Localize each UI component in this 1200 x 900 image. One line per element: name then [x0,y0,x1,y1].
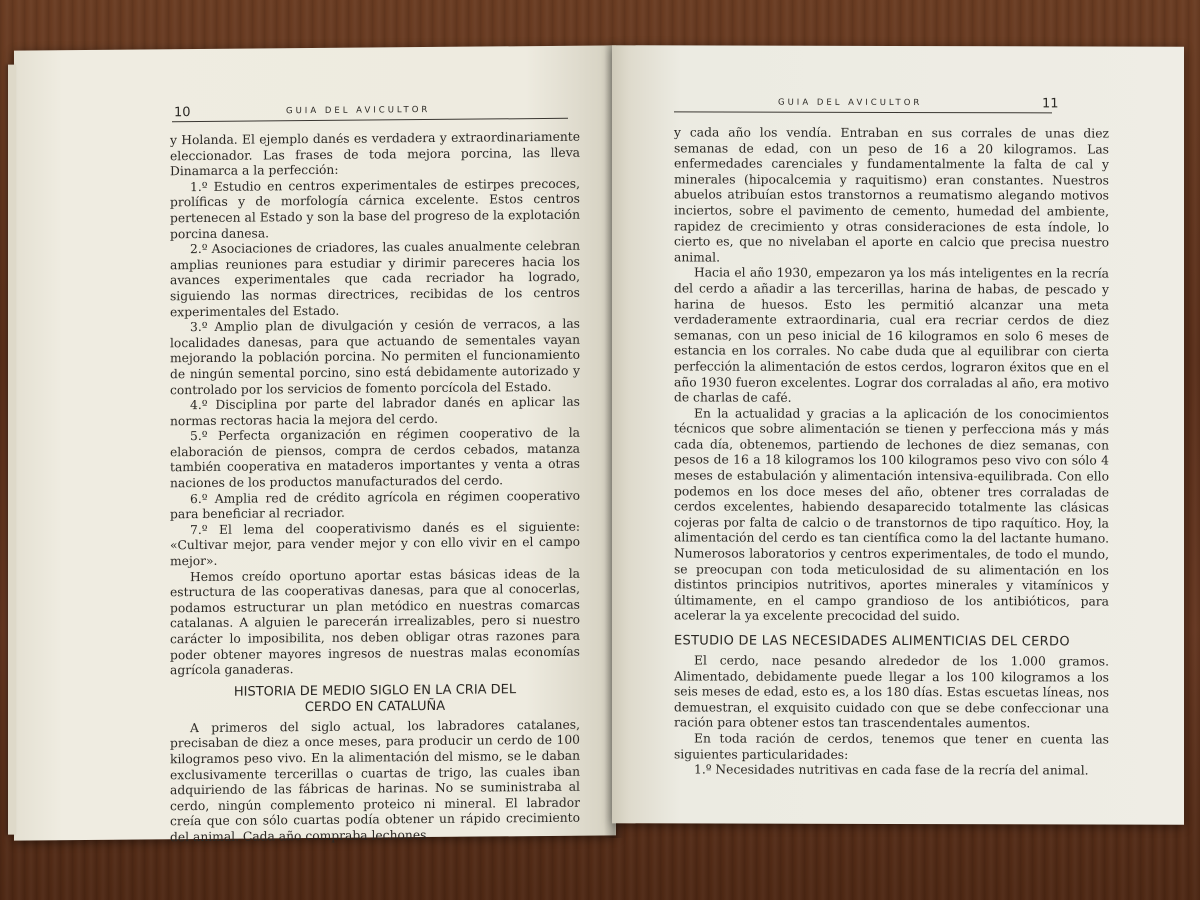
section-heading: HISTORIA DE MEDIO SIGLO EN LA CRIA DEL CERDO EN CATALUÑA [233,682,517,715]
page-stack-edge [8,65,16,835]
right-page [612,45,1184,824]
paragraph: El cerdo, nace pesando alrededor de los 1.000 gramos. Alimentado, debidamente puede llegar a los 100 kilogramos a los seis meses de edad, esto es, a los 180 días. Estas escuetas líneas, nos demuestran, el exquisito cuidado con que se debe confeccionar una ración para obtener estos tan trascendentales aumentos. [674,653,1109,731]
left-page-body [170,130,580,846]
paragraph: 6.º Amplia red de crédito agrícola en régimen cooperativo para beneficiar al recriador. [170,488,580,522]
paragraph: 4.º Disciplina por parte del labrador danés en aplicar las normas rectoras hacia la mejora del cerdo. [170,394,580,428]
paragraph: En la actualidad y gracias a la aplicación de los conocimientos técnicos que sobre alimentación se tienen y perfecciona más y más cada día, obtenemos, partiendo de lechones de diez semanas, con pesos de 16 a 18 kilogramos los 100 kilogramos peso vivo con sólo 4 meses de estabulación y alimentación intensiva-equilibrada. Con ello podemos en los doce meses del año, obtener tres corraladas de cerdos excelentes, habiendo desaparecido totalmente las clásicas cojeras por falta de calcio o de transtornos de tipo raquítico. Hoy, la alimentación del cerdo es tan científica como la del lactante humano. Numerosos laboratorios y centros experimentales, de todo el mundo, se preocupan con toda meticulosidad de su alimentación en los distintos principios nutritivos, aportes minerales y vitamínicos y últimamente, en el campo grandioso de los antibióticos, para acelerar la ya excelente precocidad del suido. [674,406,1109,624]
left-page-header [14,101,616,121]
paragraph: 3.º Amplio plan de divulgación y cesión de verracos, a las localidades danesas, para que actuando de sementales vayan mejorando la población porcina. No permiten el funcionamiento de ningún semental porcino, sino está debidamente autorizado y controlado por los servicios de fomento porcícola del Estado. [170,316,580,397]
paragraph: 2.º Asociaciones de criadores, las cuales anualmente celebran amplias reuniones para estudiar y dirimir pareceres hacia los avances experimentales que cada recriador ha logrado, siguiendo las normas directrices, recibidas de los centros experimentales del Estado. [170,238,580,319]
paragraph: Hacia el año 1930, empezaron ya los más inteligentes en la recría del cerdo a añadir a las tercerillas, harina de habas, de pescado y harina de huesos. Esto les permitió alcanzar una meta verdaderamente extraordinaria, cual era recriar cerdos de diez semanas, con un peso inicial de 16 kilogramos en solo 6 meses de estancia en los corrales. No cabe duda que al equilibrar con cierta perfección la alimentación de estos cerdos, lograron éxitos que en el año 1930 fueron excelentes. Lograr dos corraladas al año, era motivo de charlas de café. [674,265,1109,405]
paragraph: y cada año los vendía. Entraban en sus corrales de unas diez semanas de edad, con un peso de 16 a 20 kilogramos. Las enfermedades carenciales y fundamentalmente la falta de cal y minerales (hipocalcemia y raquitismo) eran constantes. Nuestros abuelos atribuían estos transtornos a reumatismo alegando motivos inciertos, sobre el pavimento de cemento, humedad del ambiente, rapidez de crecimiento y otras consideraciones de esta índole, lo cierto es, que no nivelaban el aporte en calcio que precisa nuestro animal. [674,125,1109,265]
paragraph: 1.º Necesidades nutritivas en cada fase de la recría del animal. [694,762,1089,778]
paragraph: 1.º Estudio en centros experimentales de estirpes precoces, prolíficas y de morfología cárnica excelente. Estos centros pertenecen al Estado y son la base del progreso de la explotación porcina danesa. [170,176,580,241]
paragraph: A primeros del siglo actual, los labradores catalanes, precisaban de diez a once meses, para producir un cerdo de 100 kilogramos peso vivo. En la alimentación del mismo, se le daban exclusivamente tercerillas o cuartas de trigo, las cuales iban adquiriendo de las fábricas de harinas. No se suministraba al cerdo, ningún complemento proteico ni mineral. El labrador creía que con sólo cuartas podía obtener un rápido crecimiento del animal. Cada año compraba lechones [170,717,580,845]
left-page [14,45,616,845]
header-rule [172,118,568,122]
page-number: 11 [1042,96,1059,112]
running-title: GUIA DEL AVICULTOR [778,97,923,109]
paragraph: 5.º Perfecta organización en régimen cooperativo de la elaboración de piensos, compra de cerdos cebados, matanza también cooperativa en mataderos importantes y venta a otras naciones de los productos manufacturados del cerdo. [170,425,580,491]
running-title: GUIA DEL AVICULTOR [286,104,431,117]
paragraph: Hemos creído oportuno aportar estas básicas ideas de la estructura de las cooperativas danesas, para que al conocerlas, podamos estructurar un plan metódico en nuestras comarcas catalanas. A alguien le parecerán irrealizables, pero si nuestro carácter lo imposibilita, nos deben obligar otras razones para poder obtener mayores ingresos de nuestras malas economías agrícola ganaderas. [170,566,580,678]
section-heading: ESTUDIO DE LAS NECESIDADES ALIMENTICIAS DEL CERDO [674,633,1070,650]
header-rule [674,111,1052,113]
right-page-header [612,95,1184,112]
paragraph: y Holanda. El ejemplo danés es verdadera y extraordinariamente eleccionador. Las frases de toda mejora porcina, las lleva Dinamarca a la perfección: [170,129,580,179]
page-number: 10 [174,105,191,121]
paragraph: 7.º El lema del cooperativismo danés es el siguiente: «Cultivar mejor, para vender mejor y con ello vivir en el campo mejor». [170,519,580,569]
right-page-body [674,125,1109,779]
paragraph: En toda ración de cerdos, tenemos que tener en cuenta las siguientes particularidades: [674,731,1109,762]
